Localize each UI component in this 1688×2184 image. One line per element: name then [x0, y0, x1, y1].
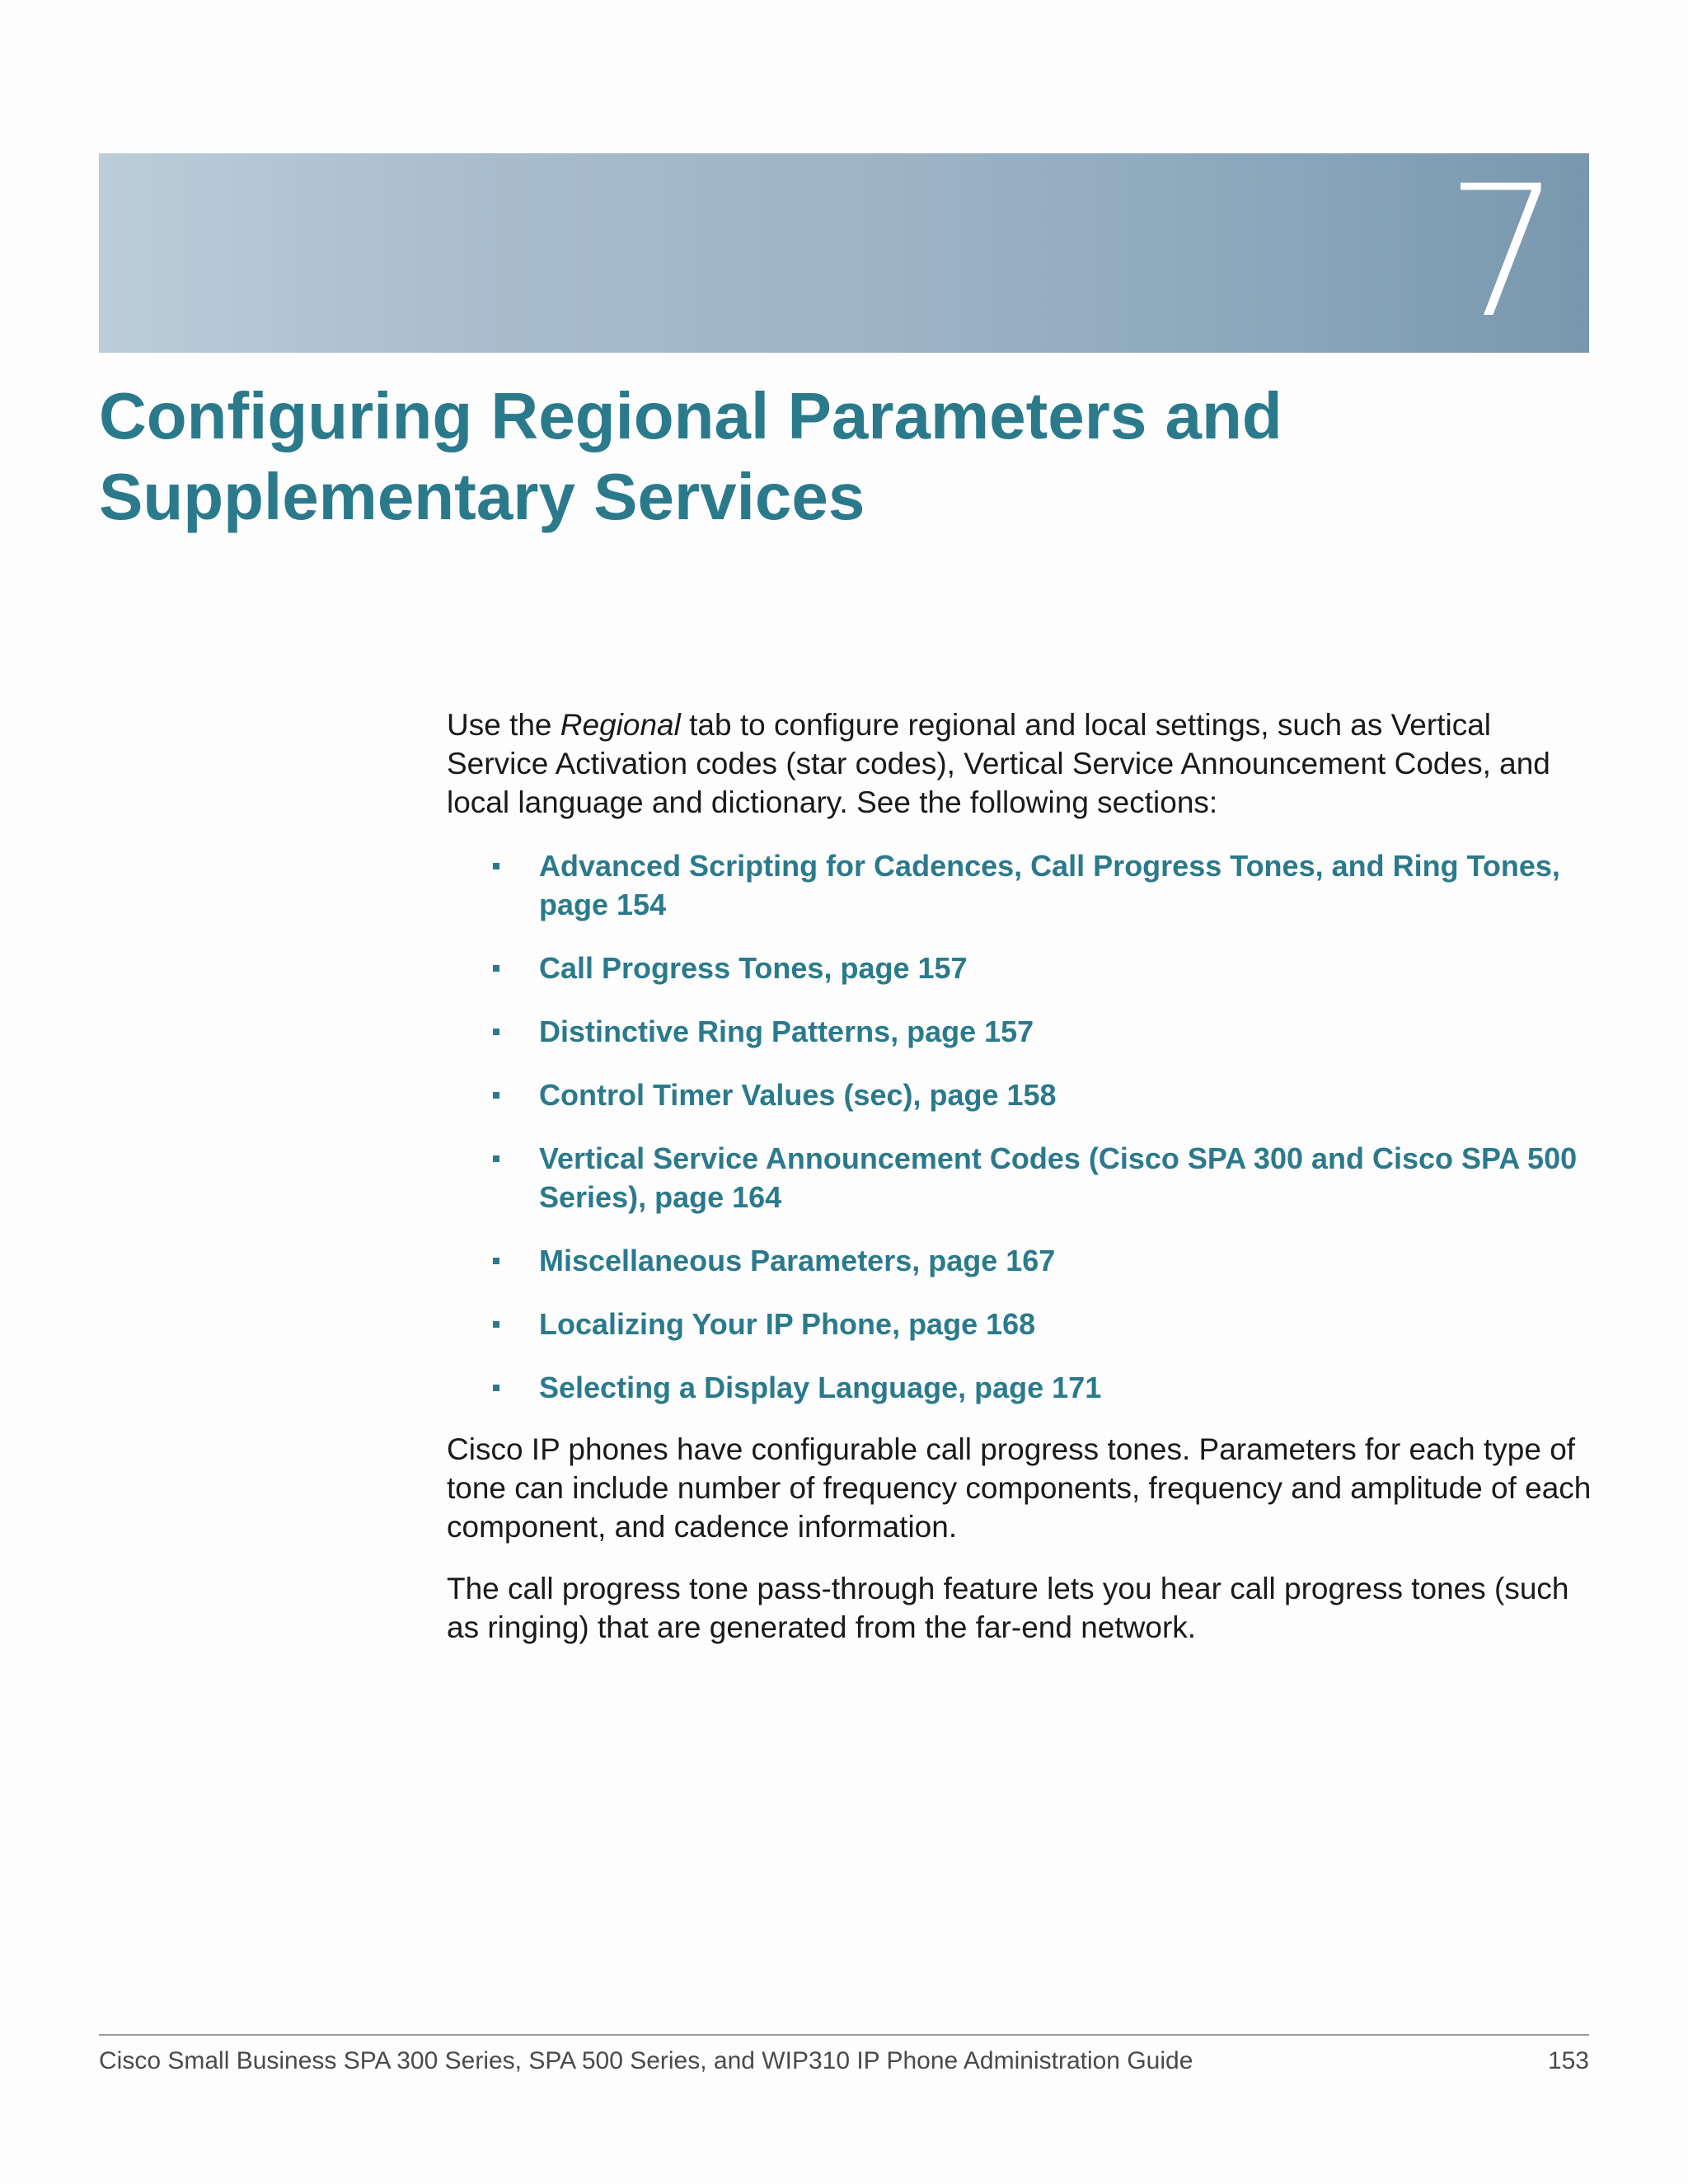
bullet-icon — [493, 965, 499, 972]
footer-guide-title: Cisco Small Business SPA 300 Series, SPA 500 Series, and WIP310 IP Phone Administration Guide — [99, 2047, 1193, 2074]
chapter-number: 7 — [1446, 147, 1558, 358]
chapter-title-line-1: Configuring Regional Parameters and — [99, 379, 1282, 452]
chapter-title — [99, 376, 1418, 537]
intro-suffix: tab to configure regional and local settings, such as Vertical Service Activation codes (star codes), Vertical Service Announcement Codes, and local language and dictionary. See the following sections: — [447, 708, 1550, 819]
section-link-miscellaneous-parameters[interactable]: Miscellaneous Parameters, page 167 — [539, 1244, 1056, 1277]
intro-prefix: Use the — [447, 708, 560, 742]
section-link-vertical-service-announcement-codes[interactable]: Vertical Service Announcement Codes (Cisco SPA 300 and Cisco SPA 500 Series), page 164 — [539, 1141, 1578, 1214]
chapter-title-line-2: Supplementary Services — [99, 460, 865, 533]
list-item — [447, 846, 1592, 924]
list-item — [447, 1076, 1592, 1114]
list-item — [447, 1305, 1592, 1343]
bullet-icon — [493, 1385, 499, 1391]
bullet-icon — [493, 1155, 499, 1162]
regional-tab-name: Regional — [560, 708, 681, 742]
list-item — [447, 1241, 1592, 1280]
section-link-list — [447, 846, 1592, 1407]
bullet-icon — [493, 1258, 499, 1264]
section-link-distinctive-ring-patterns[interactable]: Distinctive Ring Patterns, page 157 — [539, 1015, 1034, 1048]
list-item — [447, 1139, 1592, 1216]
section-link-advanced-scripting[interactable]: Advanced Scripting for Cadences, Call Progress Tones, and Ring Tones, page 154 — [539, 849, 1560, 921]
body-paragraph-pass-through: The call progress tone pass-through feature lets you hear call progress tones (such as ringing) that are generated from the far-end network. — [447, 1572, 1569, 1644]
bullet-icon — [493, 1321, 499, 1328]
main-content — [447, 705, 1592, 1670]
list-item — [447, 1012, 1592, 1051]
footer-divider — [99, 2034, 1589, 2036]
bullet-icon — [493, 863, 499, 869]
bullet-icon — [493, 1029, 499, 1035]
section-link-selecting-display-language[interactable]: Selecting a Display Language, page 171 — [539, 1371, 1102, 1404]
list-item — [447, 1368, 1592, 1407]
chapter-banner — [99, 147, 1589, 358]
intro-paragraph — [447, 705, 1592, 822]
section-link-call-progress-tones[interactable]: Call Progress Tones, page 157 — [539, 951, 968, 985]
list-item — [447, 949, 1592, 987]
footer-page-number: 153 — [1547, 2047, 1589, 2074]
body-paragraph-tones: Cisco IP phones have configurable call progress tones. Parameters for each type of tone can include number of frequency components, frequency and amplitude of each component, and cadence information. — [447, 1432, 1592, 1544]
section-link-control-timer-values[interactable]: Control Timer Values (sec), page 158 — [539, 1078, 1057, 1112]
bullet-icon — [493, 1092, 499, 1099]
section-link-localizing-ip-phone[interactable]: Localizing Your IP Phone, page 168 — [539, 1307, 1036, 1341]
